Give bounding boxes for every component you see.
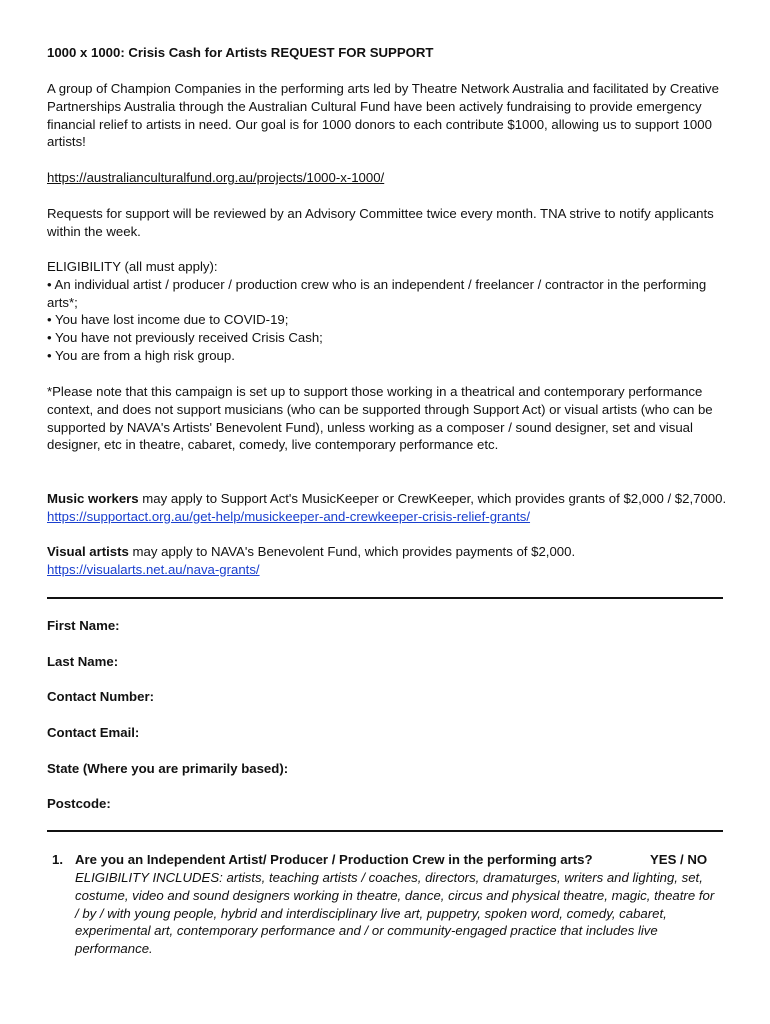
state-field[interactable]: State (Where you are primarily based): — [47, 761, 289, 776]
fund-link[interactable] — [47, 169, 727, 187]
contact-number-field[interactable]: Contact Number: — [47, 689, 154, 704]
eligibility-item: • An individual artist / producer / production crew who is an independent / freelancer / contractor in the performing arts*; — [47, 276, 707, 310]
question-text: Are you an Independent Artist/ Producer / Production Crew in the performing arts? — [75, 852, 593, 867]
eligibility-item: • You have not previously received Crisis Cash; — [47, 330, 323, 346]
music-workers-paragraph — [47, 490, 727, 526]
music-workers-label: Music workers — [47, 491, 139, 506]
last-name-field[interactable]: Last Name: — [47, 654, 119, 669]
contact-email-field[interactable]: Contact Email: — [47, 725, 140, 740]
music-workers-text: may apply to Support Act's MusicKeeper or CrewKeeper, which provides grants of $2,000 / $2,7000. — [138, 491, 727, 506]
eligibility-item: • You are from a high risk group. — [47, 347, 235, 363]
support-act-link[interactable]: https://supportact.org.au/get-help/musickeeper-and-crewkeeper-crisis-relief-grants/ — [47, 508, 531, 524]
divider — [47, 830, 723, 832]
note-paragraph: *Please note that this campaign is set up to support those working in a theatrical and contemporary performance context, and does not support musicians (who can be supported through Support Act) or visual artists (who can be supported by NAVA's Artists' Benevolent Fund), unless working as a composer / sound designer, set and visual designer, etc in theatre, cabaret, comedy, live contemporary performance etc. — [47, 384, 713, 453]
postcode-field[interactable]: Postcode: — [47, 796, 111, 811]
document-title: 1000 x 1000: Crisis Cash for Artists REQUEST FOR SUPPORT — [47, 45, 434, 60]
visual-artists-label: Visual artists — [47, 544, 129, 559]
review-paragraph: Requests for support will be reviewed by an Advisory Committee twice every month. TNA strive to notify applicants within the week. — [47, 206, 714, 239]
question-number: 1. — [52, 852, 63, 867]
yes-no-answer[interactable]: YES / NO — [650, 852, 708, 867]
eligibility-item: • You have lost income due to COVID-19; — [47, 312, 289, 328]
intro-paragraph: A group of Champion Companies in the performing arts led by Theatre Network Australia and facilitated by Creative Partnerships Australia through the Australian Cultural Fund have been actively fundraising to provide emergency financial relief to artists in need. Our goal is for 1000 donors to each contribute $1000, allowing us to support 1000 artists! — [47, 81, 719, 150]
eligibility-heading: ELIGIBILITY (all must apply): — [47, 259, 218, 274]
eligibility-section — [47, 258, 727, 365]
question-description: ELIGIBILITY INCLUDES: artists, teaching artists / coaches, directors, dramaturges, writers and lighting, set, costume, video and sound designers working in theatre, dance, circus and physical theatre, magic, theatre for / by / with young people, hybrid and interdisciplinary live art, puppetry, spoken word, comedy, cabaret, experimental art, contemporary performance and / or community-engaged practice that includes live performance. — [75, 870, 715, 957]
visual-artists-paragraph — [47, 543, 727, 579]
first-name-field[interactable]: First Name: — [47, 618, 120, 633]
fund-link-text[interactable]: https://australianculturalfund.org.au/projects/1000-x-1000/ — [47, 170, 385, 185]
nava-grants-link[interactable]: https://visualarts.net.au/nava-grants/ — [47, 561, 260, 577]
visual-artists-text: may apply to NAVA's Benevolent Fund, which provides payments of $2,000. — [128, 544, 576, 559]
divider — [47, 597, 723, 599]
